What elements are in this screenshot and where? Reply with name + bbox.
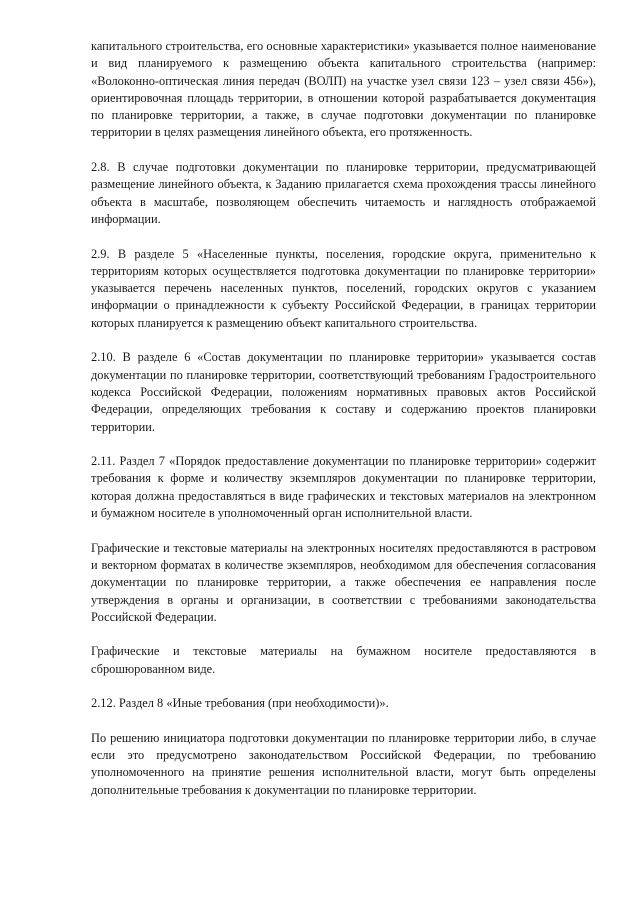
- paragraph-object-description: капитального строительства, его основные характеристики» указывается полное наименование и вид планируемого к размещению объекта капитального строительства (например: «Волоконно-оптическая линия передач (ВОЛП) на участке узел связи 123 – узел связи 456»), ориентировочная площадь территории, в отношении которой разрабатывается документация по планировке территории, а также, в случае подготовки документации по планировке территории в целях размещения линейного объекта, его протяженность.: [91, 39, 596, 140]
- document-page: [91, 38, 596, 799]
- paragraph-2-11: 2.11. Раздел 7 «Порядок предоставление документации по планировке территории» содержит требования к форме и количеству экземпляров документации по планировке территории, которая должна предоставляться в виде графических и текстовых материалов на электронном и бумажном носителе в уполномоченный орган исполнительной власти.: [91, 454, 596, 521]
- paragraph-2-8: 2.8. В случае подготовки документации по планировке территории, предусматривающей размещение линейного объекта, к Заданию прилагается схема прохождения трассы линейного объекта в масштабе, позволяющем обеспечить читаемость и наглядность отображаемой информации.: [91, 160, 596, 226]
- paragraph-2-12: 2.12. Раздел 8 «Иные требования (при необходимости)».: [91, 696, 389, 711]
- paragraph-additional-requirements: По решению инициатора подготовки документации по планировке территории либо, в случае если это предусмотрено законодательством Российской Федерации, по требованию уполномоченного на принятие решения исполнительной власти, могут быть определены дополнительные требования к документации по планировке территории.: [91, 730, 596, 797]
- paragraph-2-9: 2.9. В разделе 5 «Населенные пункты, поселения, городские округа, применительно к территориям которых осуществляется подготовка документации по планировке территории» указывается перечень населенных пунктов, поселений, городских округов с указанием информации о принадлежности к субъекту Российской Федерации, в границах территории которых планируется к размещению объект капитального строительства.: [91, 246, 596, 330]
- paragraph-2-10: 2.10. В разделе 6 «Состав документации по планировке территории» указывается состав документации по планировке территории, соответствующий требованиям Градостроительного кодекса Российской Федерации, положениям нормативных правовых актов Российской Федерации, определяющих требования к составу и содержанию проектов планировки территории.: [91, 350, 596, 434]
- paragraph-electronic-materials: Графические и текстовые материалы на электронных носителях предоставляются в растровом и векторном форматах в количестве экземпляров, необходимом для обеспечения согласования документации по планировке территории, а также обеспечения ее направления после утверждения в органы и организации, в соответствии с требованиями законодательства Российской Федерации.: [91, 540, 596, 624]
- paragraph-paper-materials: Графические и текстовые материалы на бумажном носителе предоставляются в сброшюрованном виде.: [91, 644, 596, 676]
